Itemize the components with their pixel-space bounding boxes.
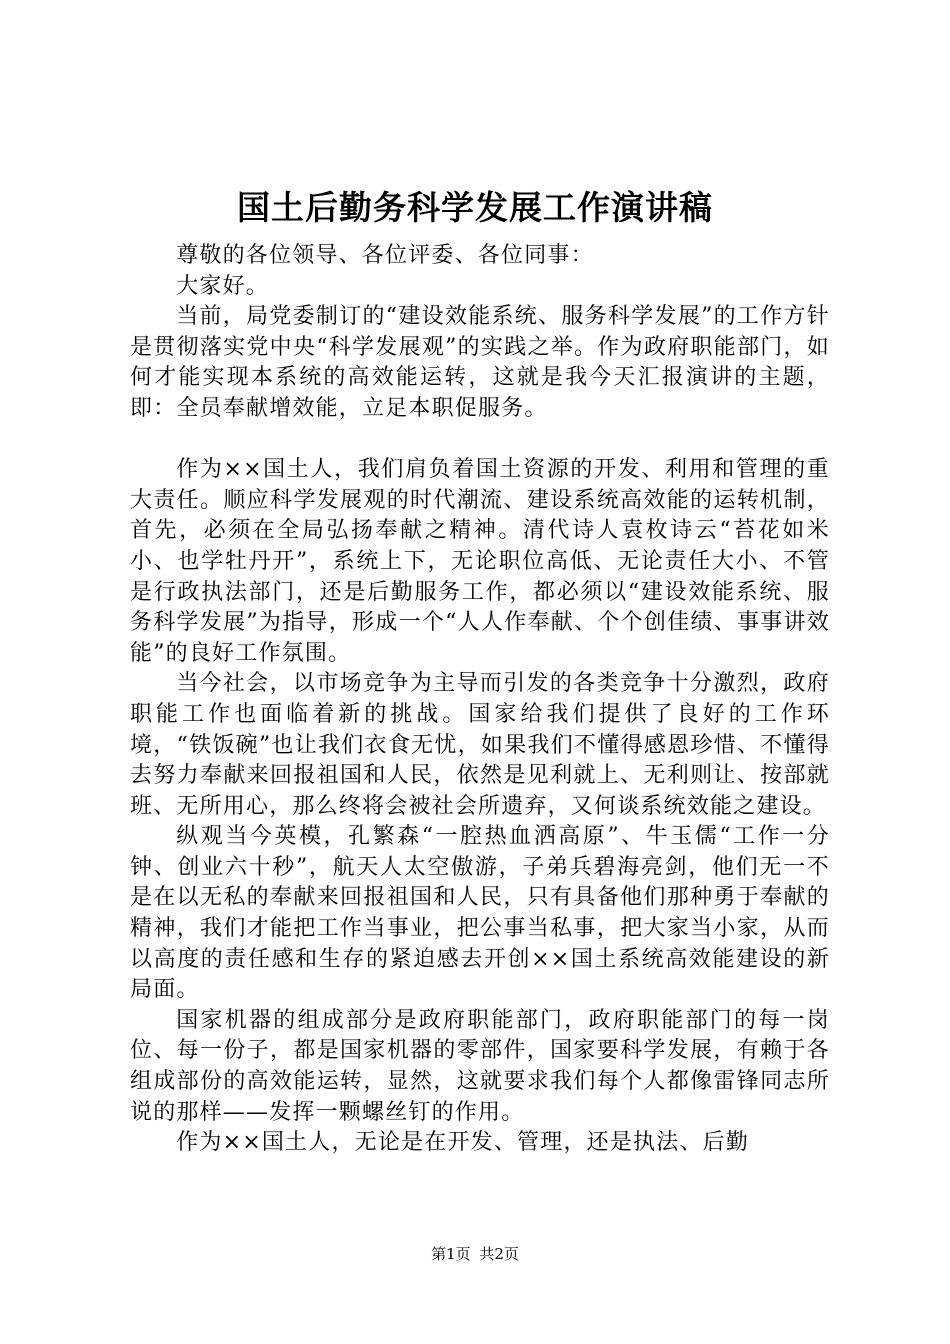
salutation: 尊敬的各位领导、各位评委、各位同事： [176,243,594,268]
blank-line [130,425,830,456]
page-footer [0,1243,950,1265]
paragraph: 作为××国土人，无论是在开发、管理，还是执法、后勤 [176,1130,750,1156]
page-number: 第1页 [431,1245,471,1263]
paragraph: 当前，局党委制订的“建设效能系统、服务科学发展”的工作方针是贯彻落实党中央“科学发展观”的实践之举。作为政府职能部门，如何才能实现本系统的高效能运转，这就是我今天汇报演讲的主题，即：全员奉献增效能，立足本职促服务。 [130,304,830,421]
paragraph: 国家机器的组成部分是政府职能部门，政府职能部门的每一岗位、每一份子，都是国家机器的零部件，国家要科学发展，有赖于各组成部份的高效能运转，显然，这就要求我们每个人都像雷锋同志所说的那样——发挥一颗螺丝钉的作用。 [130,1007,830,1125]
document-body [130,241,830,1159]
page-total: 共2页 [479,1245,519,1263]
document-title: 国土后勤务科学发展工作演讲稿 [237,188,713,227]
paragraph: 当今社会，以市场竞争为主导而引发的各类竞争十分激烈，政府职能工作也面临着新的挑战。国家给我们提供了良好的工作环境，“铁饭碗”也让我们衣食无忧，如果我们不懂得感恩珍惜、不懂得去努力奉献来回报祖国和人民，依然是见利就上、无利则让、按部就班、无所用心，那么终将会被社会所遗弃，又何谈系统效能之建设。 [130,671,830,819]
paragraph: 作为××国土人，我们肩负着国土资源的开发、利用和管理的重大责任。顺应科学发展观的时代潮流、建设系统高效能的运转机制，首先，必须在全局弘扬奉献之精神。清代诗人袁枚诗云“苔花如米小、也学牡丹开”，系统上下，无论职位高低、无论责任大小、不管是行政执法部门，还是后勤服务工作，都必须以“建设效能系统、服务科学发展”为指导，形成一个“人人作奉献、个个创佳绩、事事讲效能”的良好工作氛围。 [130,457,830,666]
paragraph: 纵观当今英模，孔繁森“一腔热血洒高原”、牛玉儒“工作一分钟、创业六十秒”，航天人太空傲游，子弟兵碧海亮剑，他们无一不是在以无私的奉献来回报祖国和人民，只有具备他们那种勇于奉献的精神，我们才能把工作当事业，把公事当私事，把大家当小家，从而以高度的责任感和生存的紧迫感去开创××国土系统高效能建设的新局面。 [130,824,830,1003]
greeting: 大家好。 [176,273,269,299]
